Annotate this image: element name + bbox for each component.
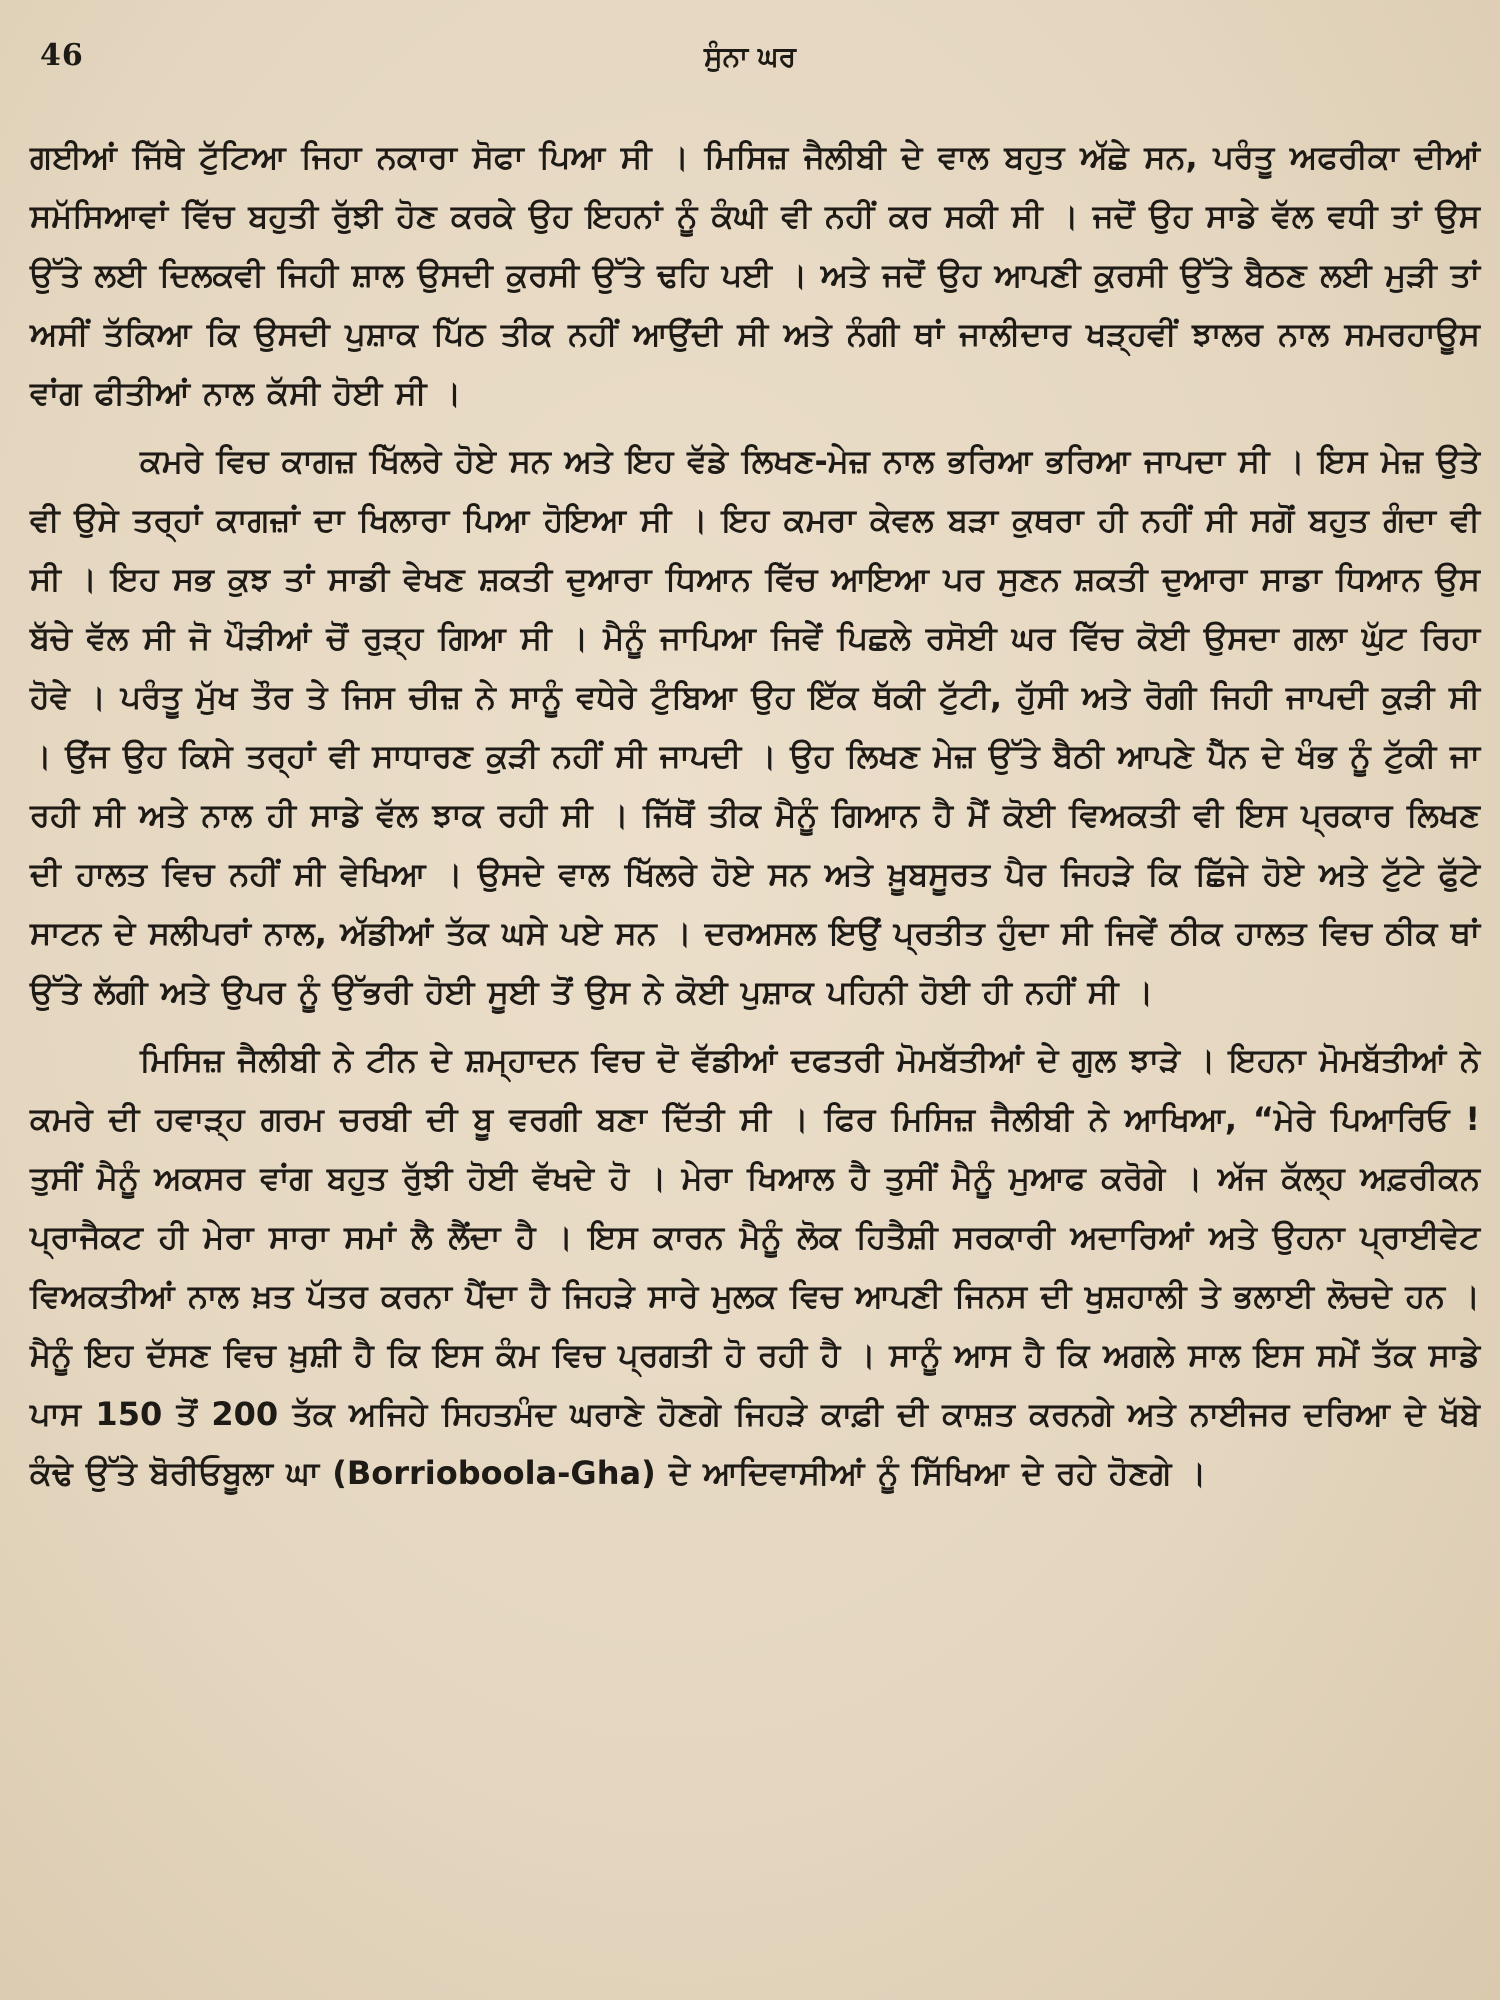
paragraph-3: ਮਿਸਿਜ਼ ਜੈਲੀਬੀ ਨੇ ਟੀਨ ਦੇ ਸ਼ਮ੍ਹਾਦਨ ਵਿਚ ਦੋ ਵੱਡੀਆਂ ਦਫਤਰੀ ਮੋਮਬੱਤੀਆਂ ਦੇ ਗੁਲ ਝਾੜੇ । ਇਹਨਾ ਮੋਮਬੱਤੀਆਂ ਨੇ ਕਮਰੇ ਦੀ ਹਵਾੜ੍ਹ ਗਰਮ ਚਰਬੀ ਦੀ ਬੂ ਵਰਗੀ ਬਣਾ ਦਿੱਤੀ ਸੀ । ਫਿਰ ਮਿਸਿਜ਼ ਜੈਲੀਬੀ ਨੇ ਆਖਿਆ, “ਮੇਰੇ ਪਿਆਰਿਓ ! ਤੁਸੀਂ ਮੈਨੂੰ ਅਕਸਰ ਵਾਂਗ ਬਹੁਤ ਰੁੱਝੀ ਹੋਈ ਵੱਖਦੇ ਹੋ । ਮੇਰਾ ਖਿਆਲ ਹੈ ਤੁਸੀਂ ਮੈਨੂੰ ਮੁਆਫ ਕਰੋਗੇ । ਅੱਜ ਕੱਲ੍ਹ ਅਫ਼ਰੀਕਨ ਪ੍ਰਾਜੈਕਟ ਹੀ ਮੇਰਾ ਸਾਰਾ ਸਮਾਂ ਲੈ ਲੈਂਦਾ ਹੈ । ਇਸ ਕਾਰਨ ਮੈਨੂੰ ਲੋਕ ਹਿਤੈਸ਼ੀ ਸਰਕਾਰੀ ਅਦਾਰਿਆਂ ਅਤੇ ਉਹਨਾ ਪ੍ਰਾਈਵੇਟ ਵਿਅਕਤੀਆਂ ਨਾਲ ਖ਼ਤ ਪੱਤਰ ਕਰਨਾ ਪੈਂਦਾ ਹੈ ਜਿਹੜੇ ਸਾਰੇ ਮੁਲਕ ਵਿਚ ਆਪਣੀ ਜਿਨਸ ਦੀ ਖੁਸ਼ਹਾਲੀ ਤੇ ਭਲਾਈ ਲੋਚਦੇ ਹਨ । ਮੈਨੂੰ ਇਹ ਦੱਸਣ ਵਿਚ ਖ਼ੁਸ਼ੀ ਹੈ ਕਿ ਇਸ ਕੰਮ ਵਿਚ ਪ੍ਰਗਤੀ ਹੋ ਰਹੀ ਹੈ । ਸਾਨੂੰ ਆਸ ਹੈ ਕਿ ਅਗਲੇ ਸਾਲ ਇਸ ਸਮੇਂ ਤੱਕ ਸਾਡੇ ਪਾਸ 150 ਤੋਂ 200 ਤੱਕ ਅਜਿਹੇ ਸਿਹਤਮੰਦ ਘਰਾਣੇ ਹੋਣਗੇ ਜਿਹੜੇ ਕਾਫ਼ੀ ਦੀ ਕਾਸ਼ਤ ਕਰਨਗੇ ਅਤੇ ਨਾਈਜਰ ਦਰਿਆ ਦੇ ਖੱਬੇ ਕੰਢੇ ਉੱਤੇ ਬੋਰੀਓਬੂਲਾ ਘਾ (Borrioboola-Gha) ਦੇ ਆਦਿਵਾਸੀਆਂ ਨੂੰ ਸਿੱਖਿਆ ਦੇ ਰਹੇ ਹੋਣਗੇ । (30, 1041, 1480, 1492)
page-number: 46 (40, 38, 84, 73)
paragraph-2: ਕਮਰੇ ਵਿਚ ਕਾਗਜ਼ ਖਿੱਲਰੇ ਹੋਏ ਸਨ ਅਤੇ ਇਹ ਵੱਡੇ ਲਿਖਣ-ਮੇਜ਼ ਨਾਲ ਭਰਿਆ ਭਰਿਆ ਜਾਪਦਾ ਸੀ । ਇਸ ਮੇਜ਼ ਉਤੇ ਵੀ ਉਸੇ ਤਰ੍ਹਾਂ ਕਾਗਜ਼ਾਂ ਦਾ ਖਿਲਾਰਾ ਪਿਆ ਹੋਇਆ ਸੀ । ਇਹ ਕਮਰਾ ਕੇਵਲ ਬੜਾ ਕੁਥਰਾ ਹੀ ਨਹੀਂ ਸੀ ਸਗੋਂ ਬਹੁਤ ਗੰਦਾ ਵੀ ਸੀ । ਇਹ ਸਭ ਕੁਝ ਤਾਂ ਸਾਡੀ ਵੇਖਣ ਸ਼ਕਤੀ ਦੁਆਰਾ ਧਿਆਨ ਵਿੱਚ ਆਇਆ ਪਰ ਸੁਣਨ ਸ਼ਕਤੀ ਦੁਆਰਾ ਸਾਡਾ ਧਿਆਨ ਉਸ ਬੱਚੇ ਵੱਲ ਸੀ ਜੋ ਪੌੜੀਆਂ ਚੋਂ ਰੁੜ੍ਹ ਗਿਆ ਸੀ । ਮੈਨੂੰ ਜਾਪਿਆ ਜਿਵੇਂ ਪਿਛਲੇ ਰਸੋਈ ਘਰ ਵਿੱਚ ਕੋਈ ਉਸਦਾ ਗਲਾ ਘੁੱਟ ਰਿਹਾ ਹੋਵੇ । ਪਰੰਤੂ ਮੁੱਖ ਤੌਰ ਤੇ ਜਿਸ ਚੀਜ਼ ਨੇ ਸਾਨੂੰ ਵਧੇਰੇ ਟੁੰਬਿਆ ਉਹ ਇੱਕ ਥੱਕੀ ਟੁੱਟੀ, ਹੁੱਸੀ ਅਤੇ ਰੋਗੀ ਜਿਹੀ ਜਾਪਦੀ ਕੁੜੀ ਸੀ । ਉਂਜ ਉਹ ਕਿਸੇ ਤਰ੍ਹਾਂ ਵੀ ਸਾਧਾਰਣ ਕੁੜੀ ਨਹੀਂ ਸੀ ਜਾਪਦੀ । ਉਹ ਲਿਖਣ ਮੇਜ਼ ਉੱਤੇ ਬੈਠੀ ਆਪਣੇ ਪੈੱਨ ਦੇ ਖੰਭ ਨੂੰ ਟੁੱਕੀ ਜਾ ਰਹੀ ਸੀ ਅਤੇ ਨਾਲ ਹੀ ਸਾਡੇ ਵੱਲ ਝਾਕ ਰਹੀ ਸੀ । ਜਿੱਥੋਂ ਤੀਕ ਮੈਨੂੰ ਗਿਆਨ ਹੈ ਮੈਂ ਕੋਈ ਵਿਅਕਤੀ ਵੀ ਇਸ ਪ੍ਰਕਾਰ ਲਿਖਣ ਦੀ ਹਾਲਤ ਵਿਚ ਨਹੀਂ ਸੀ ਵੇਖਿਆ । ਉਸਦੇ ਵਾਲ ਖਿੱਲਰੇ ਹੋਏ ਸਨ ਅਤੇ ਖ਼ੂਬਸੂਰਤ ਪੈਰ ਜਿਹੜੇ ਕਿ ਛਿੱਜੇ ਹੋਏ ਅਤੇ ਟੁੱਟੇ ਫੁੱਟੇ ਸਾਟਨ ਦੇ ਸਲੀਪਰਾਂ ਨਾਲ, ਅੱਡੀਆਂ ਤੱਕ ਘਸੇ ਪਏ ਸਨ । ਦਰਅਸਲ ਇਉਂ ਪ੍ਰਤੀਤ ਹੁੰਦਾ ਸੀ ਜਿਵੇਂ ਠੀਕ ਹਾਲਤ ਵਿਚ ਠੀਕ ਥਾਂ ਉੱਤੇ ਲੱਗੀ ਅਤੇ ਉਪਰ ਨੂੰ ਉੱਭਰੀ ਹੋਈ ਸੂਈ ਤੋਂ ਉਸ ਨੇ ਕੋਈ ਪੁਸ਼ਾਕ ਪਹਿਨੀ ਹੋਈ ਹੀ ਨਹੀਂ ਸੀ । (30, 442, 1480, 1011)
running-header-title: ਸੁੰਨਾ ਘਰ (703, 40, 797, 73)
paragraph-1: ਗਈਆਂ ਜਿੱਥੇ ਟੁੱਟਿਆ ਜਿਹਾ ਨਕਾਰਾ ਸੋਫਾ ਪਿਆ ਸੀ । ਮਿਸਿਜ਼ ਜੈਲੀਬੀ ਦੇ ਵਾਲ ਬਹੁਤ ਅੱਛੇ ਸਨ, ਪਰੰਤੂ ਅਫਰੀਕਾ ਦੀਆਂ ਸਮੱਸਿਆਵਾਂ ਵਿੱਚ ਬਹੁਤੀ ਰੁੱਝੀ ਹੋਣ ਕਰਕੇ ਉਹ ਇਹਨਾਂ ਨੂੰ ਕੰਘੀ ਵੀ ਨਹੀਂ ਕਰ ਸਕੀ ਸੀ । ਜਦੋਂ ਉਹ ਸਾਡੇ ਵੱਲ ਵਧੀ ਤਾਂ ਉਸ ਉੱਤੇ ਲਈ ਦਿਲਕਵੀ ਜਿਹੀ ਸ਼ਾਲ ਉਸਦੀ ਕੁਰਸੀ ਉੱਤੇ ਢਹਿ ਪਈ । ਅਤੇ ਜਦੋਂ ਉਹ ਆਪਣੀ ਕੁਰਸੀ ਉੱਤੇ ਬੈਠਣ ਲਈ ਮੁੜੀ ਤਾਂ ਅਸੀਂ ਤੱਕਿਆ ਕਿ ਉਸਦੀ ਪੁਸ਼ਾਕ ਪਿੱਠ ਤੀਕ ਨਹੀਂ ਆਉਂਦੀ ਸੀ ਅਤੇ ਨੰਗੀ ਥਾਂ ਜਾਲੀਦਾਰ ਖੜ੍ਹਵੀਂ ਝਾਲਰ ਨਾਲ ਸਮਰਹਾਊਸ ਵਾਂਗ ਫੀਤੀਆਂ ਨਾਲ ਕੱਸੀ ਹੋਈ ਸੀ । (30, 138, 1480, 412)
body-text (30, 128, 1480, 1512)
